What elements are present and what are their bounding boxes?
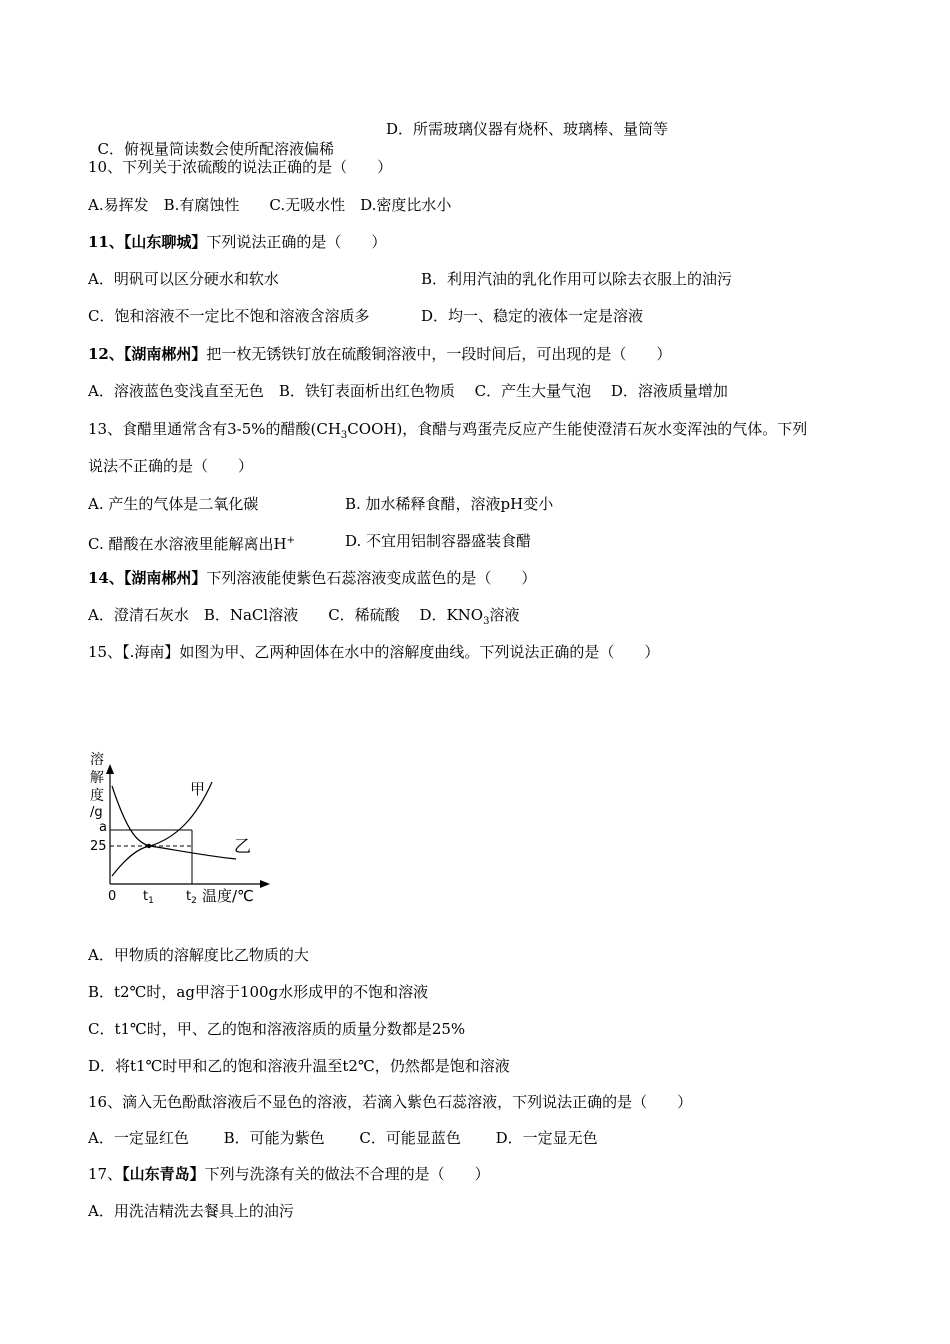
q9-option-row <box>88 119 334 159</box>
q13-option-c-text: C. 醋酸在水溶液里能解离出H <box>88 535 287 553</box>
q14-number: 14、 <box>88 569 124 587</box>
q11-option-c: C．饱和溶液不一定比不饱和溶液含溶质多 <box>88 307 370 325</box>
x-axis-arrow <box>260 880 270 888</box>
curve-yi <box>112 786 236 859</box>
q14-source: 【湖南郴州】 <box>123 569 207 587</box>
q12-stem-text: 把一枚无锈铁钉放在硫酸铜溶液中，一段时间后，可出现的是（ ） <box>206 345 672 363</box>
y-axis-arrow <box>106 764 114 774</box>
intersection-point <box>147 844 151 848</box>
q13-superscript: + <box>286 535 295 546</box>
q15-option-a: A．甲物质的溶解度比乙物质的大 <box>88 946 309 964</box>
q17-source: 【山东青岛】 <box>122 1165 205 1183</box>
q15-option-d: D．将t1℃时甲和乙的饱和溶液升温至t2℃，仍然都是饱和溶液 <box>88 1057 510 1075</box>
solubility-curve-figure <box>86 748 286 913</box>
q13-stem <box>88 419 807 446</box>
ylabel-char-3: 度 <box>90 788 104 804</box>
ylabel-char-4: /g <box>90 805 103 820</box>
q13-option-b: B. 加水稀释食醋，溶液pH变小 <box>345 495 554 513</box>
q14-stem <box>88 568 536 588</box>
q13-subscript: 3 <box>340 430 348 441</box>
q13-stem-line2: 说法不正确的是（ ） <box>88 457 254 475</box>
q10-stem: 10、下列关于浓硫酸的说法正确的是（ ） <box>88 158 393 176</box>
q11-option-b: B．利用汽油的乳化作用可以除去衣服上的油污 <box>421 270 733 288</box>
q13-stem-a: 13、食醋里通常含有3-5%的醋酸(CH <box>88 420 341 438</box>
q11-number: 11、 <box>88 233 124 251</box>
q12-source: 【湖南郴州】 <box>123 345 207 363</box>
q14-stem-text: 下列溶液能使紫色石蕊溶液变成蓝色的是（ ） <box>206 569 537 587</box>
ylabel-char-1: 溶 <box>90 752 104 768</box>
q13-stem-b: COOH)，食醋与鸡蛋壳反应产生能使澄清石灰水变浑浊的气体。下列 <box>347 420 808 438</box>
q10-options: A.易挥发 B.有腐蚀性 C.无吸水性 D.密度比水小 <box>88 196 452 214</box>
q11-source: 【山东聊城】 <box>123 233 207 251</box>
x-axis-label: 温度/℃ <box>202 887 254 905</box>
q17-option-a: A．用洗洁精洗去餐具上的油污 <box>88 1202 294 1220</box>
q11-option-a: A．明矾可以区分硬水和软水 <box>88 270 279 288</box>
q14-options <box>88 605 520 632</box>
x-label-t2: $t_2$ <box>186 889 197 906</box>
ylabel-char-2: 解 <box>90 770 104 786</box>
q12-options: A．溶液蓝色变浅直至无色 B．铁钉表面析出红色物质 C．产生大量气泡 D．溶液质量增加 <box>88 382 728 400</box>
q14-subscript: 3 <box>483 616 490 627</box>
q15-stem: 15、【.海南】如图为甲、乙两种固体在水中的溶解度曲线。下列说法正确的是（ ） <box>88 643 660 661</box>
label-jia: 甲 <box>190 780 206 798</box>
q12-stem <box>88 344 671 364</box>
q12-number: 12、 <box>88 345 124 363</box>
q16-options: A．一定显红色 B．可能为紫色 C．可能显蓝色 D．一定显无色 <box>88 1129 598 1147</box>
q15-option-b: B．t2℃时，ag甲溶于100g水形成甲的不饱和溶液 <box>88 983 429 1001</box>
label-yi: 乙 <box>234 837 251 857</box>
y-label-a: a <box>99 820 107 835</box>
q11-option-d: D．均一、稳定的液体一定是溶液 <box>421 307 644 325</box>
q14-options-a: A．澄清石灰水 B．NaCl溶液 C．稀硫酸 D．KNO <box>88 606 484 624</box>
q13-option-c <box>88 531 295 554</box>
q11-stem <box>88 232 386 252</box>
q17-number: 17、 <box>88 1165 123 1183</box>
q17-stem <box>88 1164 490 1184</box>
q14-options-b: 溶液 <box>489 606 520 624</box>
q9-option-c: C．俯视量筒读数会使所配溶液偏稀 <box>97 140 335 158</box>
x-label-t1: $t_1$ <box>143 889 154 906</box>
q13-option-a: A. 产生的气体是二氧化碳 <box>88 495 259 513</box>
x-label-origin: 0 <box>108 889 117 904</box>
q15-option-c: C．t1℃时，甲、乙的饱和溶液溶质的质量分数都是25% <box>88 1020 466 1038</box>
q17-stem-text: 下列与洗涤有关的做法不合理的是（ ） <box>204 1165 490 1183</box>
q16-stem: 16、滴入无色酚酞溶液后不显色的溶液，若滴入紫色石蕊溶液，下列说法正确的是（ ） <box>88 1093 693 1111</box>
q11-stem-text: 下列说法正确的是（ ） <box>206 233 387 251</box>
q9-option-d: D．所需玻璃仪器有烧杯、玻璃棒、量筒等 <box>386 120 669 138</box>
y-label-25: 25 <box>90 839 107 854</box>
q13-option-d: D. 不宜用铝制容器盛装食醋 <box>345 532 532 550</box>
